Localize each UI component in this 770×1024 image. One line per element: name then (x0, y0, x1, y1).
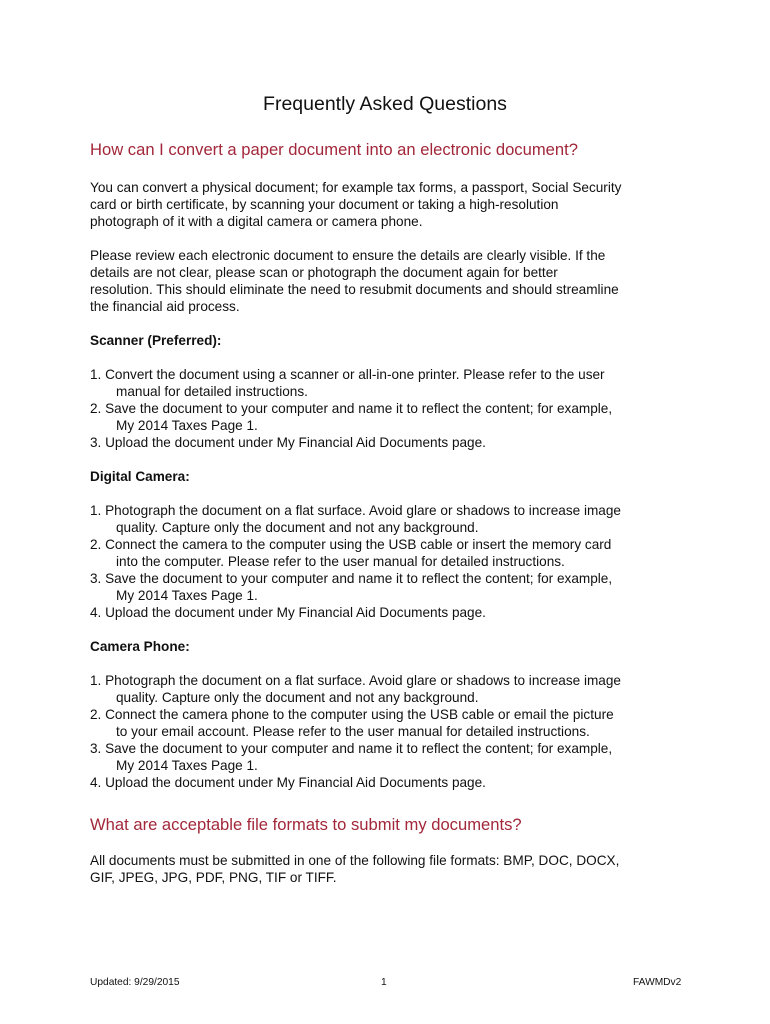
list-item-line: 2. Connect the camera phone to the computer using the USB cable or email the picture (90, 707, 614, 722)
camera-phone-steps-list (90, 672, 670, 791)
list-item (90, 400, 670, 434)
footer-doc-code: FAWMDv2 (633, 977, 682, 988)
scanner-steps-list (90, 366, 670, 451)
list-item-line: 3. Save the document to your computer and name it to reflect the content; for example, (90, 741, 613, 756)
paragraph-line: You can convert a physical document; for example tax forms, a passport, Social Security (90, 180, 622, 195)
list-item (90, 740, 670, 774)
list-item-line: 4. Upload the document under My Financial Aid Documents page. (90, 605, 486, 620)
list-item (90, 604, 670, 621)
list-item-line: 2. Save the document to your computer and name it to reflect the content; for example, (90, 401, 613, 416)
digital-camera-heading: Digital Camera: (90, 469, 190, 484)
list-item-line: My 2014 Taxes Page 1. (116, 588, 258, 603)
paragraph-line: the financial aid process. (90, 299, 240, 314)
paragraph-line: resolution. This should eliminate the need to resubmit documents and should streamline (90, 282, 619, 297)
footer-updated-date: Updated: 9/29/2015 (90, 977, 180, 988)
review-paragraph (90, 247, 650, 315)
list-item (90, 672, 670, 706)
list-item-line: into the computer. Please refer to the user manual for detailed instructions. (116, 554, 565, 569)
list-item-line: 3. Upload the document under My Financial Aid Documents page. (90, 435, 486, 450)
file-formats-paragraph (90, 852, 650, 886)
list-item (90, 434, 670, 451)
list-item-line: 1. Photograph the document on a flat surface. Avoid glare or shadows to increase image (90, 673, 621, 688)
list-item (90, 502, 670, 536)
list-item-line: quality. Capture only the document and not any background. (116, 520, 479, 535)
question-heading-convert: How can I convert a paper document into an electronic document? (90, 140, 578, 159)
list-item (90, 706, 670, 740)
footer-page-number: 1 (381, 977, 387, 988)
scanner-heading: Scanner (Preferred): (90, 333, 222, 348)
paragraph-line: details are not clear, please scan or photograph the document again for better (90, 265, 558, 280)
list-item (90, 774, 670, 791)
list-item-line: manual for detailed instructions. (116, 384, 308, 399)
paragraph-line: GIF, JPEG, JPG, PDF, PNG, TIF or TIFF. (90, 870, 337, 885)
camera-phone-heading: Camera Phone: (90, 639, 190, 654)
list-item (90, 570, 670, 604)
convert-intro-paragraph (90, 179, 650, 230)
list-item-line: My 2014 Taxes Page 1. (116, 758, 258, 773)
list-item-line: My 2014 Taxes Page 1. (116, 418, 258, 433)
paragraph-line: All documents must be submitted in one of the following file formats: BMP, DOC, DOCX, (90, 853, 620, 868)
list-item-line: 1. Convert the document using a scanner or all-in-one printer. Please refer to the user (90, 367, 605, 382)
list-item (90, 366, 670, 400)
list-item-line: 1. Photograph the document on a flat surface. Avoid glare or shadows to increase image (90, 503, 621, 518)
paragraph-line: photograph of it with a digital camera or camera phone. (90, 214, 423, 229)
list-item (90, 536, 670, 570)
paragraph-line: Please review each electronic document to ensure the details are clearly visible. If the (90, 248, 606, 263)
question-heading-file-formats: What are acceptable file formats to submit my documents? (90, 815, 522, 834)
page-title: Frequently Asked Questions (263, 93, 507, 115)
list-item-line: 2. Connect the camera to the computer using the USB cable or insert the memory card (90, 537, 612, 552)
list-item-line: 3. Save the document to your computer and name it to reflect the content; for example, (90, 571, 613, 586)
list-item-line: to your email account. Please refer to the user manual for detailed instructions. (116, 724, 590, 739)
digital-camera-steps-list (90, 502, 670, 621)
list-item-line: quality. Capture only the document and not any background. (116, 690, 479, 705)
paragraph-line: card or birth certificate, by scanning your document or taking a high-resolution (90, 197, 559, 212)
list-item-line: 4. Upload the document under My Financial Aid Documents page. (90, 775, 486, 790)
